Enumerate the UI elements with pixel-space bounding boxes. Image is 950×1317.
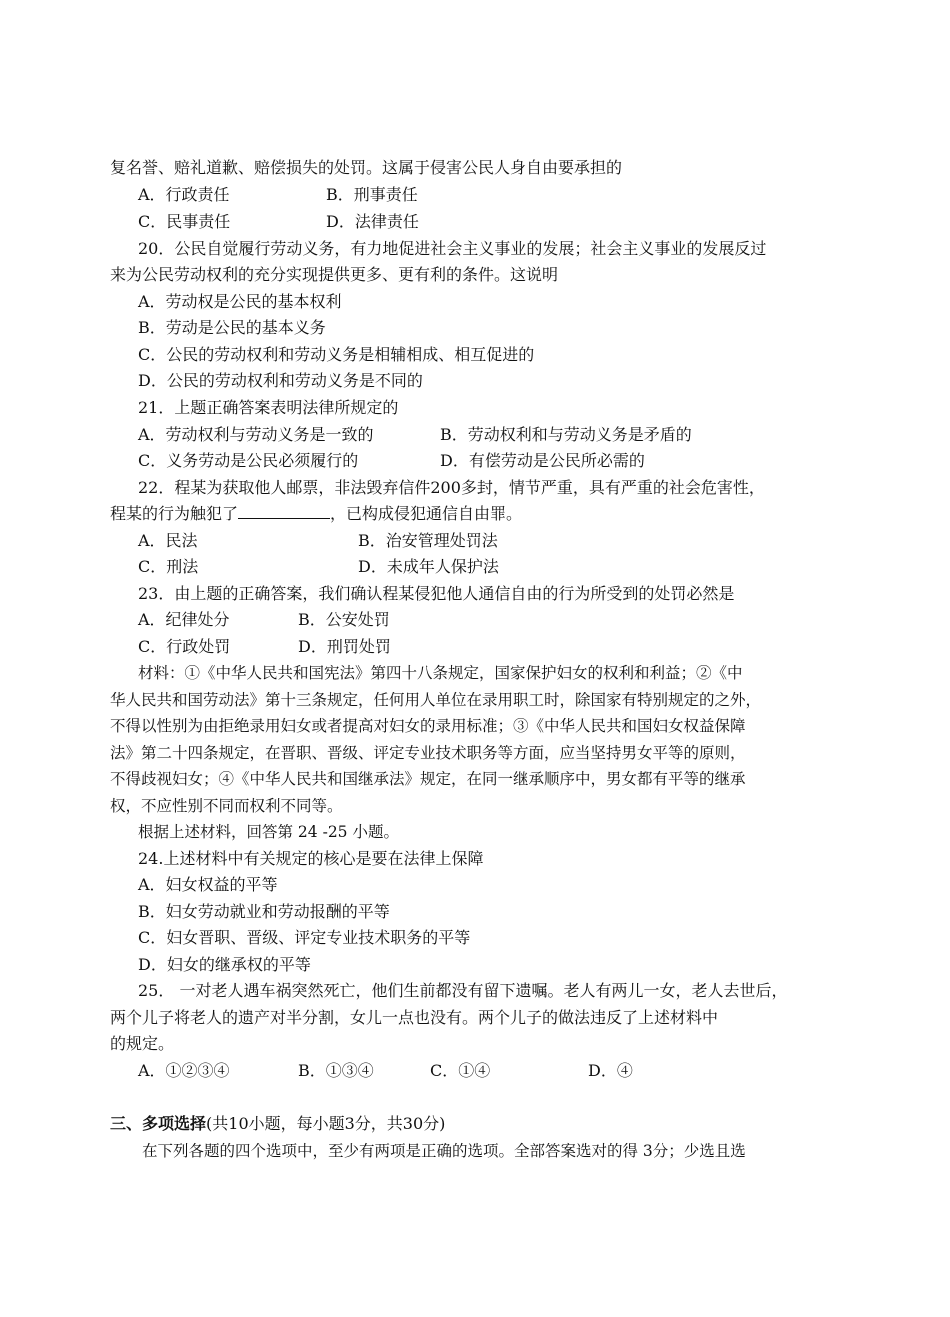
q22-option-c: C．刑法 bbox=[138, 557, 199, 576]
section3-scoring-note: (共10小题，每小题3分，共30分) bbox=[206, 1114, 446, 1133]
q20-stem-line2: 来为公民劳动权利的充分实现提供更多、更有利的条件。这说明 bbox=[110, 265, 559, 284]
q22-stem-line1: 22．程某为获取他人邮票，非法毁弃信件200多封，情节严重，具有严重的社会危害性， bbox=[138, 478, 765, 497]
q19-option-d: D．法律责任 bbox=[326, 212, 419, 231]
q25-option-b: B．①③④ bbox=[298, 1061, 374, 1080]
material-instruction: 根据上述材料，回答第 24 -25 小题。 bbox=[138, 823, 399, 841]
q24-option-c: C．妇女晋职、晋级、评定专业技术职务的平等 bbox=[138, 928, 471, 947]
q22-option-b: B．治安管理处罚法 bbox=[358, 531, 498, 550]
material-line-2: 华人民共和国劳动法》第十三条规定，任何用人单位在录用职工时，除国家有特别规定的之外， bbox=[110, 691, 762, 709]
q25-stem-line2: 两个儿子将老人的遗产对半分割，女儿一点也没有。两个儿子的做法违反了上述材料中 bbox=[110, 1008, 719, 1027]
q23-stem: 23．由上题的正确答案，我们确认程某侵犯他人通信自由的行为所受到的处罚必然是 bbox=[138, 584, 735, 603]
q20-stem-line1: 20．公民自觉履行劳动义务，有力地促进社会主义事业的发展；社会主义事业的发展反过 bbox=[138, 239, 767, 258]
material-line-4: 法》第二十四条规定，在晋职、晋级、评定专业技术职务等方面，应当坚持男女平等的原则， bbox=[110, 744, 746, 762]
q24-option-d: D．妇女的继承权的平等 bbox=[138, 955, 311, 974]
q22-option-a: A．民法 bbox=[138, 531, 198, 550]
q19-stem-continuation: 复名誉、赔礼道歉、赔偿损失的处罚。这属于侵害公民人身自由要承担的 bbox=[110, 158, 623, 177]
q25-option-c: C．①④ bbox=[430, 1061, 491, 1080]
q20-option-c: C．公民的劳动权利和劳动义务是相辅相成、相互促进的 bbox=[138, 345, 535, 364]
q21-stem: 21．上题正确答案表明法律所规定的 bbox=[138, 398, 399, 417]
q21-option-d: D．有偿劳动是公民所必需的 bbox=[440, 451, 645, 470]
q23-option-a: A．纪律处分 bbox=[138, 610, 230, 629]
q22-option-d: D．未成年人保护法 bbox=[358, 557, 499, 576]
q20-option-d: D．公民的劳动权利和劳动义务是不同的 bbox=[138, 371, 423, 390]
q20-option-a: A．劳动权是公民的基本权利 bbox=[138, 292, 342, 311]
section3-title: 三、多项选择 bbox=[110, 1114, 207, 1133]
q24-option-b: B．妇女劳动就业和劳动报酬的平等 bbox=[138, 902, 390, 921]
q23-option-b: B．公安处罚 bbox=[298, 610, 390, 629]
q24-stem: 24.上述材料中有关规定的核心是要在法律上保障 bbox=[138, 849, 484, 868]
q22-answer-blank bbox=[238, 504, 330, 519]
material-line-3: 不得以性别为由拒绝录用妇女或者提高对妇女的录用标准；③《中华人民共和国妇女权益保障 bbox=[110, 717, 746, 735]
q24-option-a: A．妇女权益的平等 bbox=[138, 875, 278, 894]
q22-stem-before-blank: 程某的行为触犯了 bbox=[110, 504, 239, 523]
q25-option-d: D．④ bbox=[588, 1061, 633, 1080]
section3-instruction: 在下列各题的四个选项中，至少有两项是正确的选项。全部答案选对的得 3分；少选且选 bbox=[142, 1142, 746, 1160]
q20-option-b: B．劳动是公民的基本义务 bbox=[138, 318, 326, 337]
material-line-6: 权，不应性别不同而权利不同等。 bbox=[110, 797, 343, 815]
material-line-1: 材料：①《中华人民共和国宪法》第四十八条规定，国家保护妇女的权利和利益；②《中 bbox=[138, 664, 743, 682]
q23-option-d: D．刑罚处罚 bbox=[298, 637, 391, 656]
q25-stem-line3: 的规定。 bbox=[110, 1034, 175, 1053]
q23-option-c: C．行政处罚 bbox=[138, 637, 231, 656]
q22-stem-after-blank: ，已构成侵犯通信自由罪。 bbox=[330, 504, 523, 523]
q25-stem-line1: 25． 一对老人遇车祸突然死亡，他们生前都没有留下遗嘱。老人有两儿一女，老人去世后， bbox=[138, 981, 788, 1000]
material-line-5: 不得歧视妇女；④《中华人民共和国继承法》规定，在同一继承顺序中，男女都有平等的继承 bbox=[110, 770, 746, 788]
q22-stem-line2 bbox=[110, 503, 522, 525]
q19-option-c: C．民事责任 bbox=[138, 212, 231, 231]
q21-option-a: A．劳动权利与劳动义务是一致的 bbox=[138, 425, 374, 444]
q19-option-b: B．刑事责任 bbox=[326, 185, 418, 204]
q25-option-a: A．①②③④ bbox=[138, 1061, 230, 1080]
section3-heading bbox=[110, 1113, 445, 1135]
q19-option-a: A．行政责任 bbox=[138, 185, 230, 204]
q21-option-b: B．劳动权利和与劳动义务是矛盾的 bbox=[440, 425, 692, 444]
q21-option-c: C．义务劳动是公民必须履行的 bbox=[138, 451, 359, 470]
